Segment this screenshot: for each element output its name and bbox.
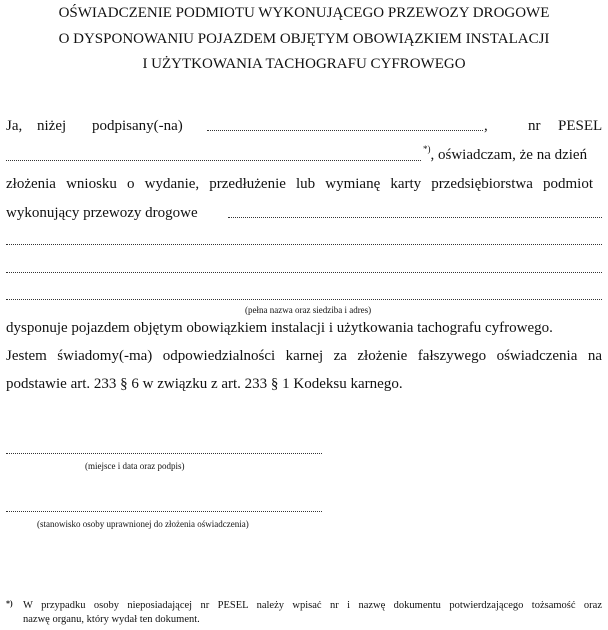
- company-field-1[interactable]: [228, 217, 602, 218]
- signed-word: niżej: [37, 118, 67, 134]
- position-caption: (stanowisko osoby uprawnionej do złożenia oświadczenia): [37, 519, 249, 529]
- pesel-nr: nr: [528, 118, 541, 134]
- title-line-1: OŚWIADCZENIE PODMIOTU WYKONUJĄCEGO PRZEWOZY DROGOWE: [58, 5, 550, 21]
- title-line-3: I UŻYTKOWANIA TACHOGRAFU CYFROWEGO: [142, 56, 466, 72]
- carrier-label: wykonujący przewozy drogowe: [6, 205, 198, 221]
- signed-label: podpisany(-na): [92, 118, 183, 134]
- pesel-field[interactable]: [6, 160, 421, 161]
- declaration-line-2: Jestem świadomy(-ma) odpowiedzialności karnej za złożenie fałszywego oświadczenia na: [6, 348, 602, 364]
- declaration-line-3: podstawie art. 233 § 6 w związku z art. 233 § 1 Kodeksu karnego.: [6, 376, 403, 392]
- signed-prefix: Ja,: [6, 118, 23, 134]
- footnote-ref: *): [423, 144, 431, 154]
- application-line: złożenia wniosku o wydanie, przedłużenie lub wymianę karty przedsiębiorstwa podmiot: [6, 176, 593, 192]
- declare-text: [423, 144, 588, 165]
- pesel-label: PESEL: [558, 118, 603, 134]
- footnote-line-1: W przypadku osoby nieposiadającej nr PESEL należy wpisać nr i nazwę dokumentu potwierdzającego tożsamość oraz: [23, 600, 602, 611]
- declare-text-content: , oświadczam, że na dzień: [430, 147, 588, 163]
- declaration-line-1: dysponuje pojazdem objętym obowiązkiem instalacji i użytkowania tachografu cyfrowego.: [6, 320, 553, 336]
- footnote-marker: *): [6, 599, 13, 608]
- company-field-3[interactable]: [6, 272, 602, 273]
- company-caption: (pełna nazwa oraz siedziba i adres): [245, 305, 372, 315]
- company-field-4[interactable]: [6, 299, 602, 300]
- place-date-signature-field[interactable]: [6, 453, 322, 454]
- company-field-2[interactable]: [6, 244, 602, 245]
- position-field[interactable]: [6, 511, 322, 512]
- place-date-caption: (miejsce i data oraz podpis): [85, 461, 185, 471]
- footnote-line-2: nazwę organu, który wydał ten dokument.: [23, 614, 200, 625]
- title-line-2: O DYSPONOWANIU POJAZDEM OBJĘTYM OBOWIĄZKIEM INSTALACJI: [58, 31, 550, 47]
- name-field[interactable]: [207, 130, 483, 131]
- name-sep: ,: [484, 118, 488, 134]
